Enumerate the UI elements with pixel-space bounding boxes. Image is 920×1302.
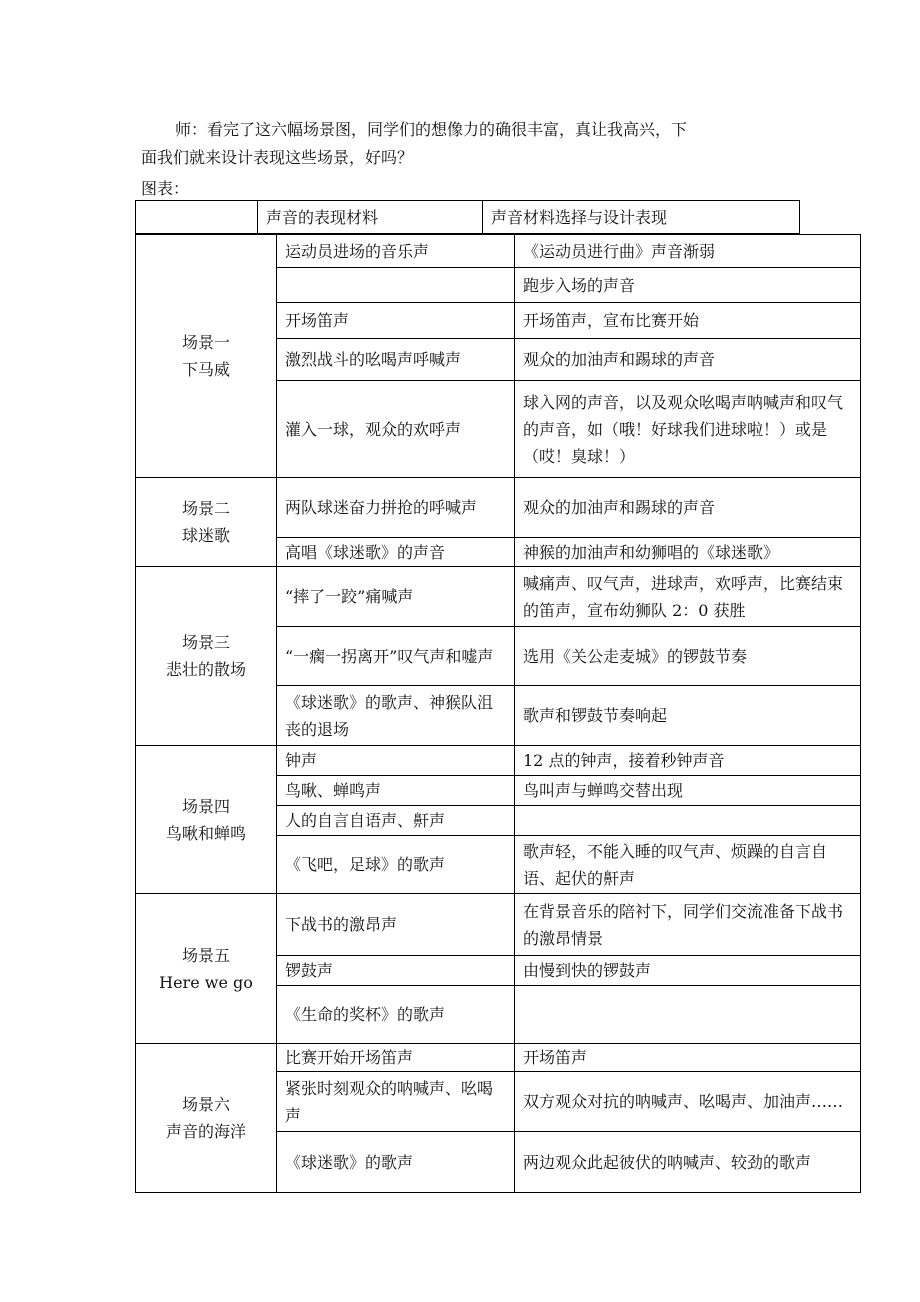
scene-cell — [136, 1044, 277, 1193]
design-cell: 双方观众对抗的呐喊声、吆喝声、加油声…… — [515, 1072, 861, 1132]
scene-cell — [136, 478, 277, 567]
design-cell: 喊痛声、叹气声，进球声，欢呼声，比赛结束的笛声，宣布幼狮队 2：0 获胜 — [515, 567, 861, 627]
header-cell-empty — [136, 201, 258, 233]
design-cell: 《运动员进行曲》声音渐弱 — [515, 235, 861, 268]
intro-line-1: 师：看完了这六幅场景图，同学们的想像力的确很丰富，真让我高兴，下 — [175, 120, 688, 139]
scene-cell — [136, 235, 277, 478]
material-cell: 锣鼓声 — [277, 956, 515, 986]
material-cell: 鸟啾、蝉鸣声 — [277, 776, 515, 806]
table-row — [136, 478, 861, 538]
design-cell: 12 点的钟声，接着秒钟声音 — [515, 746, 861, 776]
scene-cell — [136, 894, 277, 1044]
table-row — [136, 1044, 861, 1072]
scene-title: 场景四 — [181, 796, 230, 816]
chart-label: 图表： — [141, 179, 190, 198]
material-cell: 高唱《球迷歌》的声音 — [277, 538, 515, 567]
scene-cell — [136, 746, 277, 894]
material-cell: 《生命的奖杯》的歌声 — [277, 986, 515, 1044]
scene-subtitle: 悲壮的散场 — [165, 660, 246, 679]
material-cell: 人的自言自语声、鼾声 — [277, 806, 515, 836]
scene-title: 场景五 — [181, 945, 230, 965]
design-cell: 观众的加油声和踢球的声音 — [515, 339, 861, 381]
scene-subtitle: Here we go — [159, 972, 253, 992]
scene-title: 场景六 — [181, 1095, 230, 1114]
material-cell: 比赛开始开场笛声 — [277, 1044, 515, 1072]
intro-line-2: 面我们就来设计表现这些场景，好吗？ — [141, 148, 414, 167]
table-row — [136, 235, 861, 268]
material-cell: “一瘸一拐离开”叹气声和嘘声 — [277, 627, 515, 686]
material-cell: “摔了一跤”痛喊声 — [277, 567, 515, 627]
design-cell — [515, 986, 861, 1044]
header-cell-design: 声音材料选择与设计表现 — [491, 208, 668, 227]
table-header-row — [135, 200, 800, 234]
material-cell: 运动员进场的音乐声 — [277, 235, 515, 268]
scene-title: 场景二 — [181, 499, 230, 518]
material-cell: 《球迷歌》的歌声、神猴队沮丧的退场 — [277, 686, 515, 746]
design-cell: 鸟叫声与蝉鸣交替出现 — [515, 776, 861, 806]
table-row — [136, 894, 861, 956]
design-cell — [515, 806, 861, 836]
design-cell: 跑步入场的声音 — [515, 268, 861, 303]
material-cell: 紧张时刻观众的呐喊声、吆喝声 — [277, 1072, 515, 1132]
design-cell: 歌声和锣鼓节奏响起 — [515, 686, 861, 746]
design-cell: 神猴的加油声和幼狮唱的《球迷歌》 — [515, 538, 861, 567]
design-cell: 球入网的声音，以及观众吆喝声呐喊声和叹气的声音，如（哦！好球我们进球啦！）或是（哎！臭球！） — [515, 381, 861, 478]
material-cell — [277, 268, 515, 303]
material-cell: 《飞吧，足球》的歌声 — [277, 836, 515, 894]
scene-title: 场景三 — [181, 633, 230, 652]
scene-title: 场景一 — [181, 333, 230, 352]
design-cell: 开场笛声 — [515, 1044, 861, 1072]
design-cell: 在背景音乐的陪衬下，同学们交流准备下战书的激昂情景 — [515, 894, 861, 956]
scene-subtitle: 鸟啾和蝉鸣 — [165, 823, 246, 843]
design-cell: 两边观众此起彼伏的呐喊声、较劲的歌声 — [515, 1132, 861, 1193]
material-cell: 两队球迷奋力拼抢的呼喊声 — [277, 478, 515, 538]
design-cell: 由慢到快的锣鼓声 — [515, 956, 861, 986]
design-cell: 歌声轻，不能入睡的叹气声、烦躁的自言自语、起伏的鼾声 — [515, 836, 861, 894]
material-cell: 《球迷歌》的歌声 — [277, 1132, 515, 1193]
scene-cell — [136, 567, 277, 746]
material-cell: 下战书的激昂声 — [277, 894, 515, 956]
scene-subtitle: 球迷歌 — [181, 526, 230, 545]
table-row — [136, 746, 861, 776]
scene-sound-table — [135, 234, 861, 1193]
design-cell: 观众的加油声和踢球的声音 — [515, 478, 861, 538]
scene-subtitle: 声音的海洋 — [165, 1122, 246, 1141]
material-cell: 钟声 — [277, 746, 515, 776]
scene-subtitle: 下马威 — [181, 360, 230, 379]
material-cell: 灌入一球，观众的欢呼声 — [277, 381, 515, 478]
table-row — [136, 567, 861, 627]
material-cell: 激烈战斗的吆喝声呼喊声 — [277, 339, 515, 381]
design-cell: 选用《关公走麦城》的锣鼓节奏 — [515, 627, 861, 686]
header-cell-material: 声音的表现材料 — [258, 201, 483, 233]
design-cell: 开场笛声，宣布比赛开始 — [515, 303, 861, 339]
material-cell: 开场笛声 — [277, 303, 515, 339]
